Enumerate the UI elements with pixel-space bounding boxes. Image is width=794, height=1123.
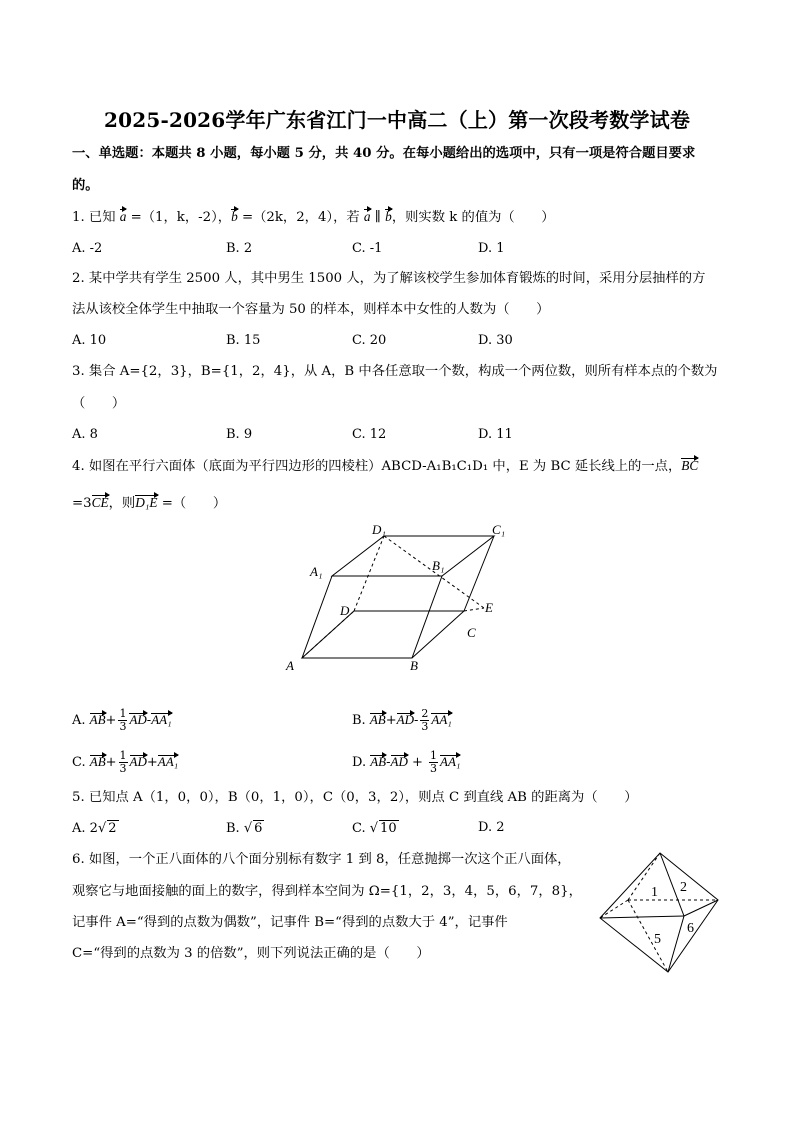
octahedron-diagram [598,850,724,976]
parallelepiped-top-face [332,536,494,576]
face-label-6: 6 [687,921,694,936]
q1-option-b: B. 2 [226,241,253,256]
vector-ce: CE [91,495,109,510]
section-heading-cont: 的。 [72,178,99,193]
question-3: 3. 集合 A={2，3}，B={1，2，4}，从 A，B 中各任意取一个数，构成一个两位数，则所有样本点的个数为 [72,364,718,379]
vector-a: a [119,209,127,224]
q1-option-c: C. -1 [352,241,383,256]
q3-option-a: A. 8 [72,427,98,442]
face-label-2: 2 [680,880,687,895]
label-a: A [286,658,294,673]
edge-ce [464,608,484,611]
q4-option-c: C. AB+ $\frac{1}{3}$ AD+AA₁ [72,749,179,775]
page-title: 2025-2026学年广东省江门一中高二（上）第一次段考数学试卷 [103,108,691,132]
q1-option-a: A. -2 [72,241,103,256]
q4-option-b: B. AB+AD- $\frac{2}{3}$ AA₁ [352,707,452,733]
question-3-cont: （ ） [72,396,126,411]
question-5: 5. 已知点 A（1，0，0），B（0，1，0），C（0，3，2），则点 C 到直线 AB 的距离为（ ） [72,790,638,805]
label-e: E [485,600,493,615]
edge-bb1 [412,576,442,658]
q3-option-d: D. 11 [478,427,513,442]
label-a1: A₁ [310,564,323,579]
label-b: B [410,658,418,673]
label-c1: C₁ [492,522,506,537]
parallelepiped-front-face [302,611,464,658]
q3-option-c: C. 12 [352,427,387,442]
q4-option-d: D. AB-AD + $\frac{1}{3}$ AA₁ [352,749,461,775]
q4-option-a: A. AB+ $\frac{1}{3}$ AD-AA₁ [72,707,172,733]
question-4: 4. 如图在平行六面体（底面为平行四边形的四棱柱）ABCD-A₁B₁C₁D₁ 中，E 为 BC 延长线上的一点，BC [72,458,699,474]
q5-option-c: C. √ 10 [352,821,397,836]
question-6-line2: 观察它与地面接触的面上的数字，得到样本空间为 Ω={1，2，3，4，5，6，7，8}， [72,884,582,899]
question-2: 2. 某中学共有学生 2500 人，其中男生 1500 人，为了解该校学生参加体育锻炼的时间，采用分层抽样的方 [72,271,706,286]
question-4-cont: =3CE，则D₁E =（ ） [72,495,227,511]
parallelepiped-diagram [280,518,520,678]
q3-option-b: B. 9 [226,427,253,442]
octahedron-front-edge [600,916,684,918]
q5-option-a: A. 2√ 2 [72,821,117,836]
label-c: C [467,625,476,640]
vector-d1e: D₁E [135,495,158,510]
label-d1: D₁ [372,522,386,537]
face-label-5: 5 [654,932,661,947]
vector-b: b [231,209,238,224]
q2-option-c: C. 20 [352,333,387,348]
q1-option-d: D. 1 [478,241,505,256]
section-heading: 一、单选题：本题共 8 小题，每小题 5 分，共 40 分。在每小题给出的选项中，只有一项是符合题目要求 [72,146,696,161]
face-label-1: 1 [651,885,658,900]
q2-option-d: D. 30 [478,333,513,348]
q2-option-a: A. 10 [72,333,107,348]
q2-option-b: B. 15 [226,333,261,348]
octahedron-outline [600,853,718,972]
question-6-line3: 记事件 A=“得到的点数为偶数”，记事件 B=“得到的点数大于 4”，记事件 [72,915,508,930]
question-1: 1. 已知 a =（1，k，-2），b =（2k，2，4），若 a ∥ b，则实数 k 的值为（ ） [72,209,555,225]
vector-bc: BC [681,458,699,473]
question-6: 6. 如图，一个正八面体的八个面分别标有数字 1 到 8，任意抛掷一次这个正八面体， [72,852,571,867]
q5-option-d: D. 2 [478,820,505,835]
label-b1: B₁ [432,558,445,573]
edge-aa1 [302,576,332,658]
question-6-line4: C=“得到的点数为 3 的倍数”，则下列说法正确的是（ ） [72,946,430,961]
label-d: D [340,603,350,618]
question-2-cont: 法从该校全体学生中抽取一个容量为 50 的样本，则样本中女性的人数为（ ） [72,302,550,317]
q5-option-b: B. √ 6 [226,821,263,836]
